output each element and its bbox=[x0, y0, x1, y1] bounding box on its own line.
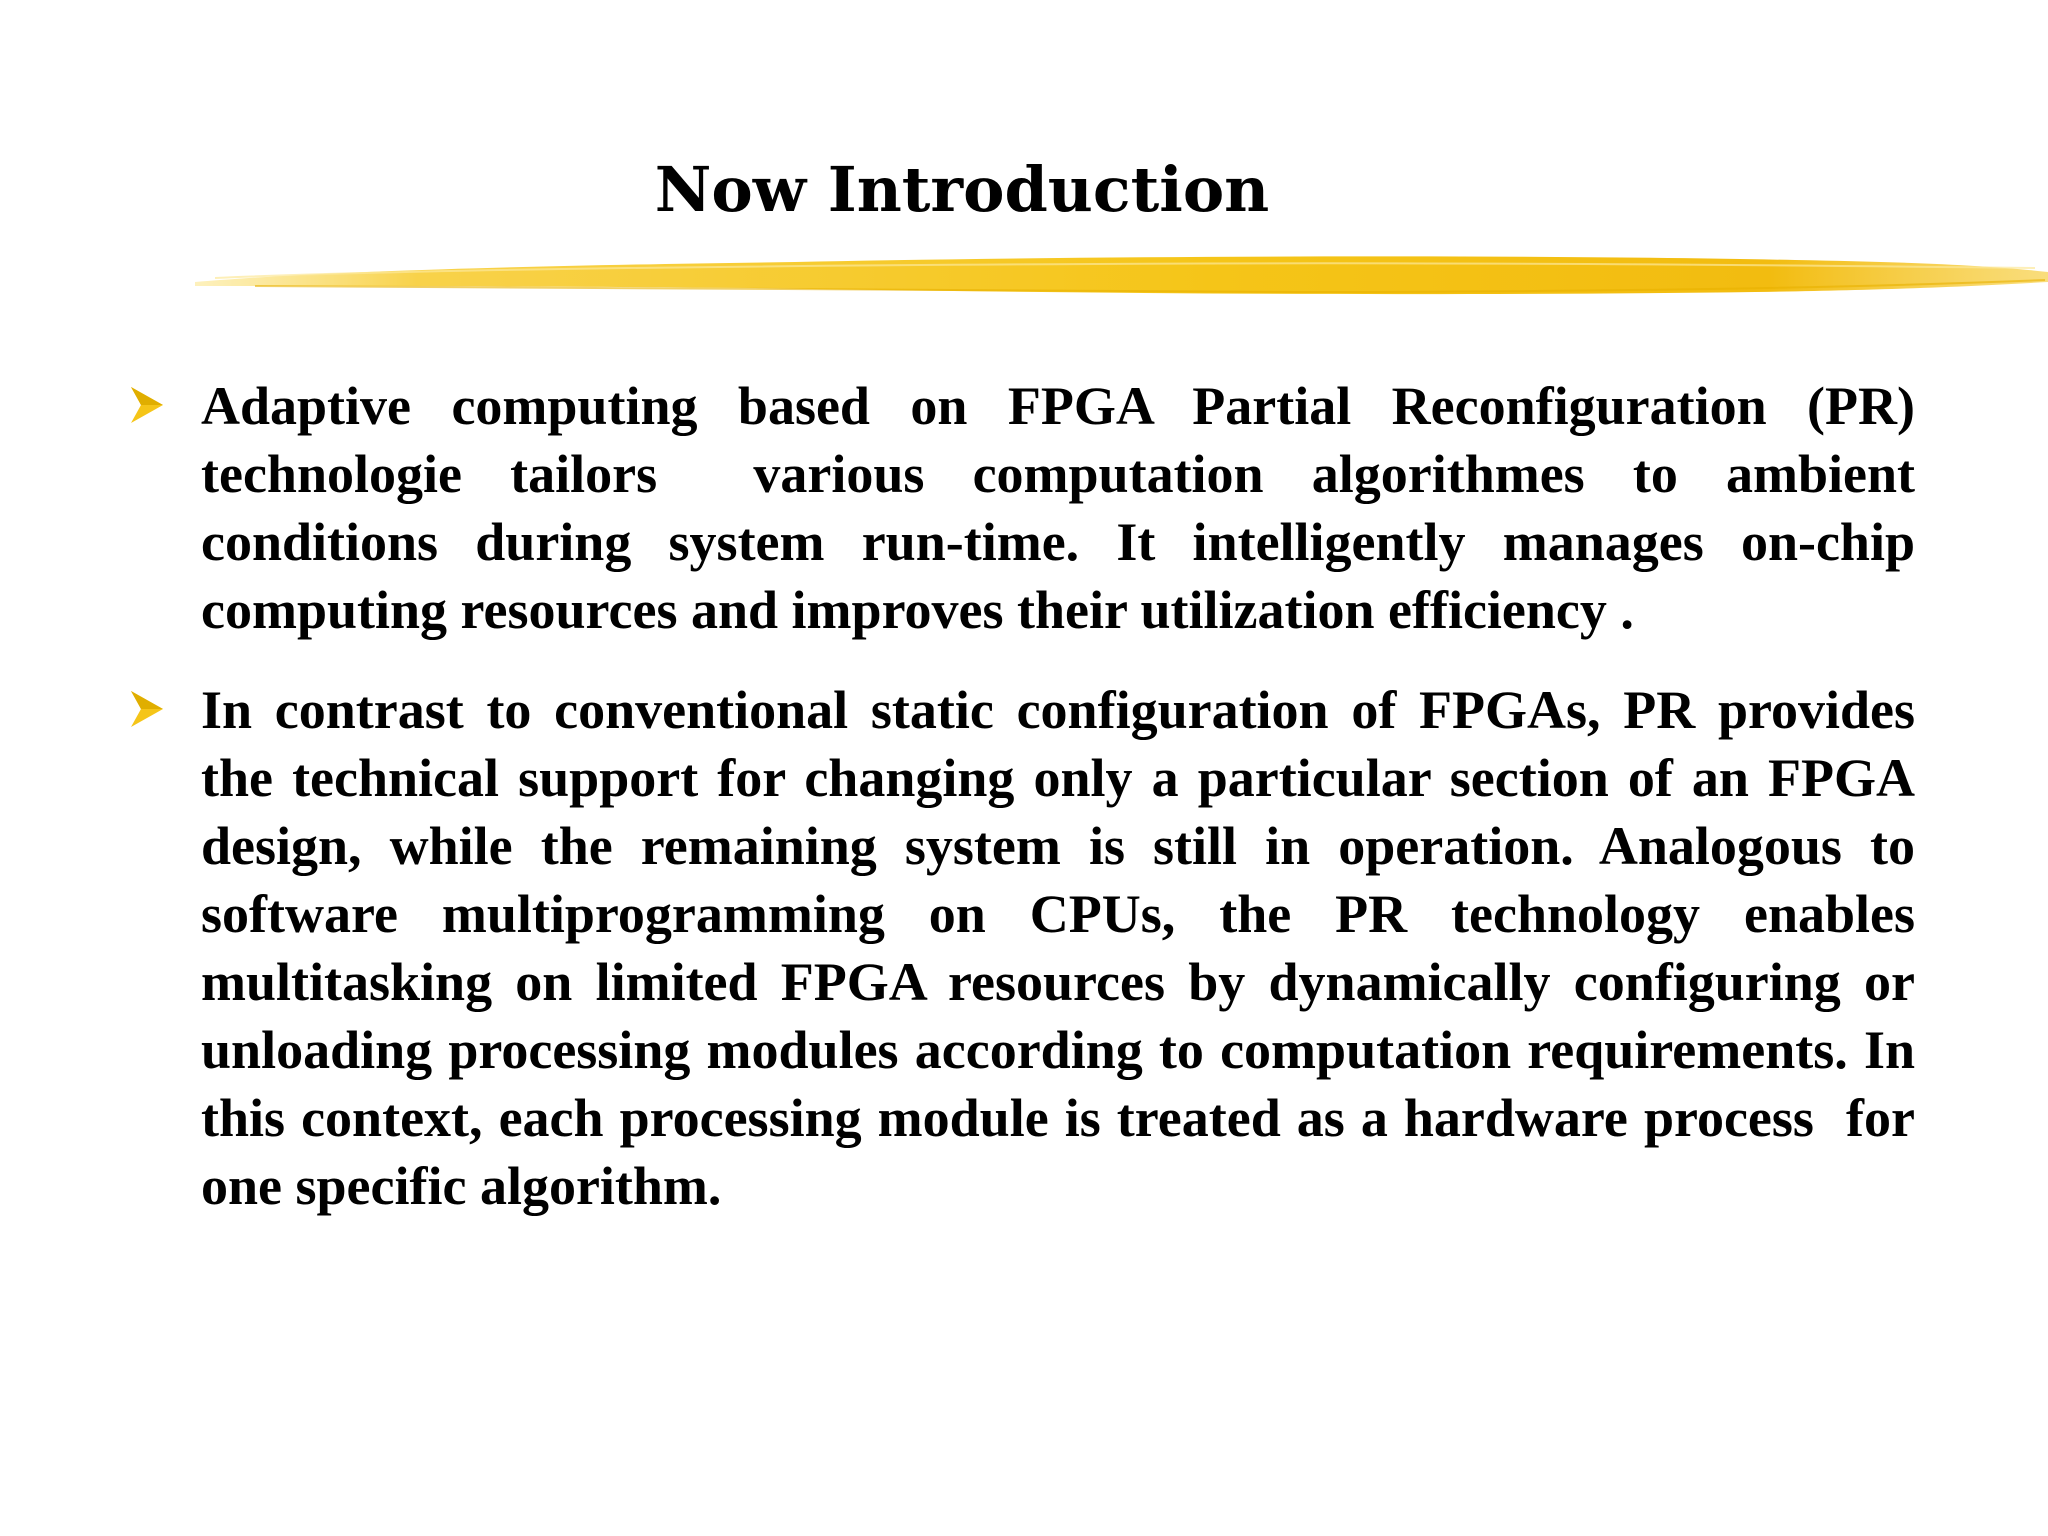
title-underline-brush-stroke bbox=[195, 242, 2048, 322]
list-item bbox=[120, 676, 1929, 1220]
bullet-text: Adaptive computing based on FPGA Partial Reconfiguration (PR) technologie tailors various computation algorithmes to ambient conditions during system run-time. It intelligently manages on-chip computing resources and improves their utilization efficiency . bbox=[201, 376, 1929, 640]
slide-title: Now Introduction bbox=[654, 153, 1270, 226]
list-item bbox=[120, 372, 1929, 644]
bullet-list bbox=[120, 372, 1929, 1252]
arrow-bullet-icon bbox=[129, 385, 165, 425]
bullet-text: In contrast to conventional static configuration of FPGAs, PR provides the technical support for changing only a particular section of an FPGA design, while the remaining system is still in operation. Analogous to software multiprogramming on CPUs, the PR technology enables multitasking on limited FPGA resources by dynamically configuring or unloading processing modules according to computation requirements. In this context, each processing module is treated as a hardware process for one specific algorithm. bbox=[201, 680, 1929, 1216]
arrow-bullet-icon bbox=[129, 689, 165, 729]
